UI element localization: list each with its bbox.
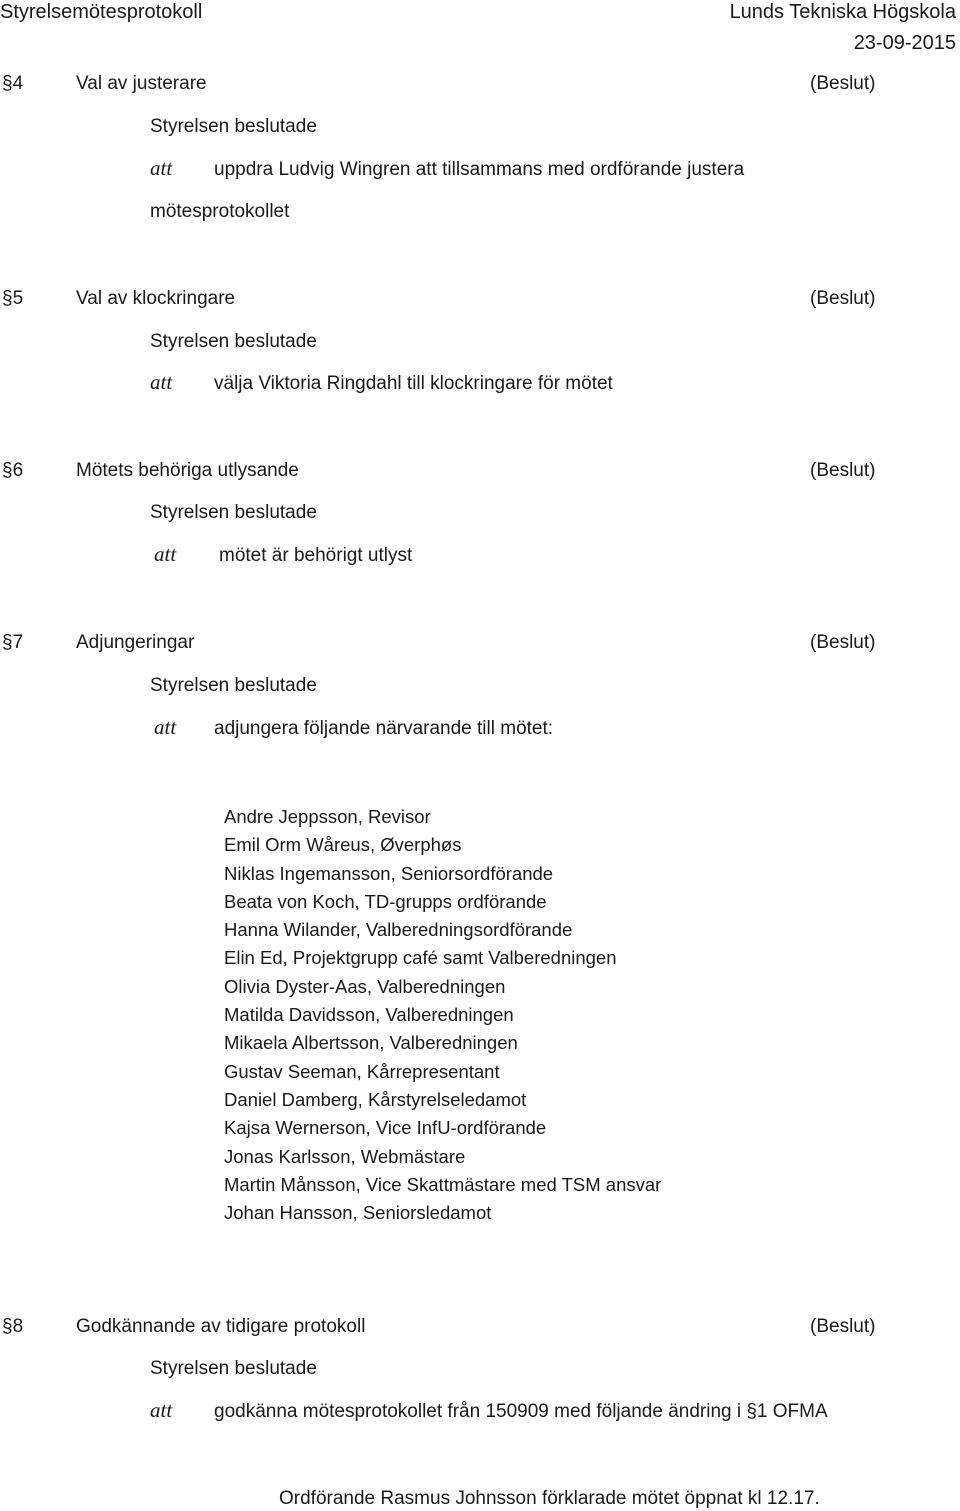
footer-text: Ordförande Rasmus Johnsson förklarade mötet öppnat kl 12.17. xyxy=(279,1488,820,1509)
section-type: (Beslut) xyxy=(810,632,876,653)
att-label: att xyxy=(150,1398,173,1422)
section-number: §7 xyxy=(2,632,24,653)
list-item: Martin Månsson, Vice Skattmästare med TSM ansvar xyxy=(224,1173,662,1195)
board-decided-label: Styrelsen beslutade xyxy=(150,675,317,696)
section-title: Adjungeringar xyxy=(76,632,195,653)
list-item: Olivia Dyster-Aas, Valberedningen xyxy=(224,975,506,997)
att-label: att xyxy=(150,370,173,394)
section-title: Mötets behöriga utlysande xyxy=(76,460,299,481)
decision-text: välja Viktoria Ringdahl till klockringare för mötet xyxy=(214,373,613,394)
adjunct-list xyxy=(224,803,661,1227)
board-decided-label: Styrelsen beslutade xyxy=(150,331,317,352)
list-item: Jonas Karlsson, Webmästare xyxy=(224,1145,466,1167)
decision-text: mötet är behörigt utlyst xyxy=(219,545,413,566)
list-item: Elin Ed, Projektgrupp café samt Valberedningen xyxy=(224,947,617,969)
board-decided-label: Styrelsen beslutade xyxy=(150,502,317,523)
decision-text: adjungera följande närvarande till mötet: xyxy=(214,718,554,739)
att-label: att xyxy=(150,156,173,180)
list-item: Mikaela Albertsson, Valberedningen xyxy=(224,1032,518,1054)
section-title: Godkännande av tidigare protokoll xyxy=(76,1316,366,1337)
section-number: §8 xyxy=(2,1316,24,1337)
decision-text-continued: mötesprotokollet xyxy=(150,201,290,222)
list-item: Emil Orm Wåreus, Øverphøs xyxy=(224,834,462,856)
section-number: §5 xyxy=(2,288,24,309)
section-type: (Beslut) xyxy=(810,288,876,309)
list-item: Gustav Seeman, Kårrepresentant xyxy=(224,1060,500,1082)
meeting-date: 23-09-2015 xyxy=(853,32,956,54)
att-label: att xyxy=(154,542,177,566)
section-number: §6 xyxy=(2,460,24,481)
section-title: Val av klockringare xyxy=(76,288,236,309)
att-label: att xyxy=(154,715,177,739)
section-type: (Beslut) xyxy=(810,460,876,481)
list-item: Johan Hansson, Seniorsledamot xyxy=(224,1202,492,1224)
section-title: Val av justerare xyxy=(76,73,207,94)
section-type: (Beslut) xyxy=(810,1316,876,1337)
decision-text: uppdra Ludvig Wingren att tillsammans med ordförande justera xyxy=(214,159,745,180)
list-item: Beata von Koch, TD-grupps ordförande xyxy=(224,890,547,912)
document-title: Styrelsemötesprotokoll xyxy=(0,1,203,23)
list-item: Kajsa Wernerson, Vice InfU-ordförande xyxy=(224,1117,547,1139)
list-item: Daniel Damberg, Kårstyrelseledamot xyxy=(224,1088,527,1110)
list-item: Hanna Wilander, Valberedningsordförande xyxy=(224,919,573,941)
decision-text: godkänna mötesprotokollet från 150909 med följande ändring i §1 OFMA xyxy=(214,1401,828,1422)
section-type: (Beslut) xyxy=(810,73,876,94)
list-item: Andre Jeppsson, Revisor xyxy=(224,806,431,827)
board-decided-label: Styrelsen beslutade xyxy=(150,1358,317,1379)
list-item: Niklas Ingemansson, Seniorsordförande xyxy=(224,862,554,884)
list-item: Matilda Davidsson, Valberedningen xyxy=(224,1004,514,1026)
section-number: §4 xyxy=(2,73,24,94)
organization-name: Lunds Tekniska Högskola xyxy=(729,1,956,23)
board-decided-label: Styrelsen beslutade xyxy=(150,116,317,137)
